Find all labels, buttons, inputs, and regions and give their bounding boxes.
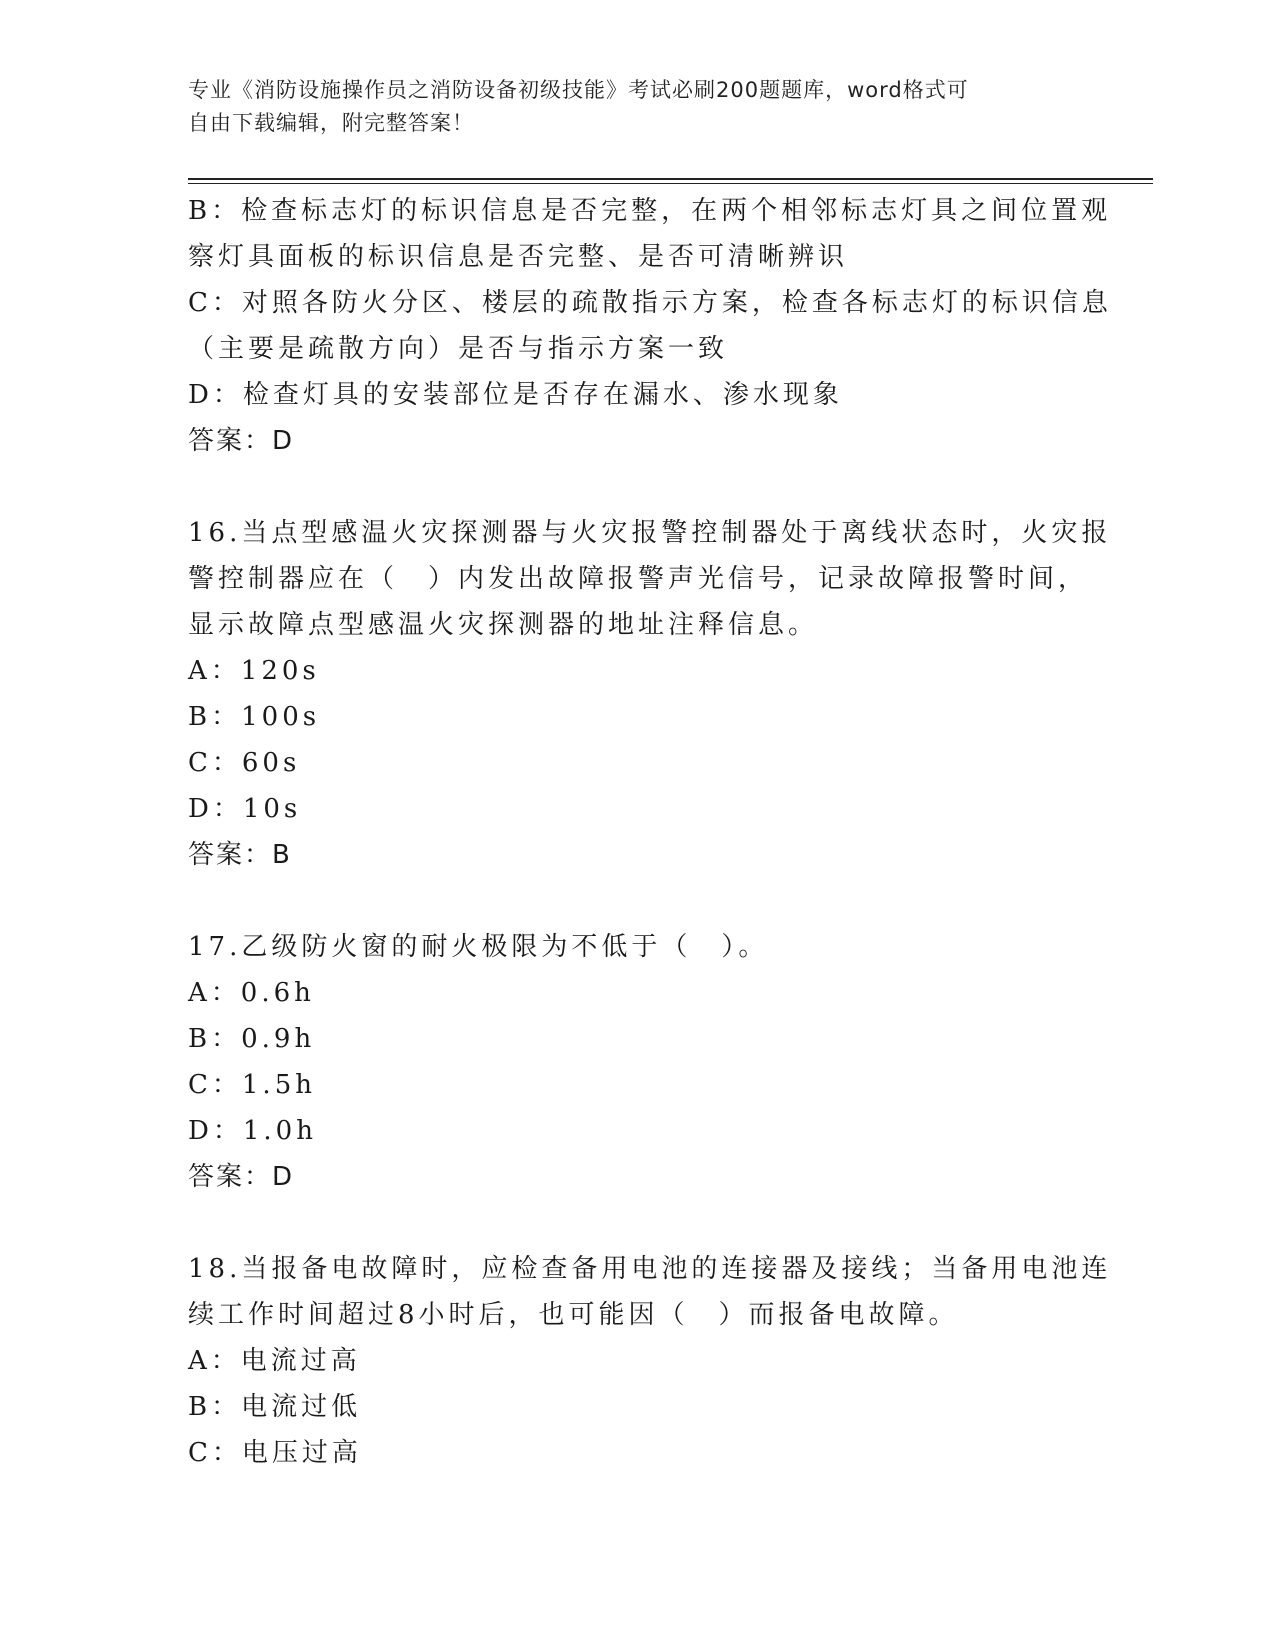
option-d: D：1.0h [188, 1116, 317, 1146]
option-b-line-1: B：检查标志灯的标识信息是否完整，在两个相邻标志灯具之间位置观 [188, 196, 1112, 226]
question-16 [188, 510, 1112, 878]
option-a: A：电流过高 [188, 1346, 361, 1376]
page-header [188, 74, 1068, 140]
header-line-1: 专业《消防设施操作员之消防设备初级技能》考试必刷200题题库，word格式可 [188, 78, 969, 102]
answer: 答案：B [188, 840, 292, 870]
spacer [188, 878, 1088, 924]
option-b-line-2: 察灯具面板的标识信息是否完整、是否可清晰辨识 [188, 242, 849, 272]
option-c: C：1.5h [188, 1070, 316, 1100]
question-15-tail [188, 188, 1112, 464]
answer: 答案：D [188, 426, 295, 456]
option-b: B：100s [188, 702, 321, 732]
header-divider-thick [188, 178, 1153, 180]
header-divider-thin [188, 183, 1153, 184]
question-stem-line-1: 18.当报备电故障时，应检查备用电池的连接器及接线；当备用电池连 [188, 1254, 1112, 1284]
option-a: A：120s [188, 656, 320, 686]
question-stem-line-2: 警控制器应在（ ）内发出故障报警声光信号，记录故障报警时间， [188, 564, 1089, 594]
question-content [188, 188, 1112, 1476]
question-18 [188, 1246, 1112, 1476]
answer: 答案：D [188, 1162, 295, 1192]
option-d: D：10s [188, 794, 302, 824]
option-c: C：电压过高 [188, 1438, 362, 1468]
spacer [188, 1200, 1088, 1246]
option-d: D：检查灯具的安装部位是否存在漏水、渗水现象 [188, 380, 843, 410]
header-line-2: 自由下载编辑，附完整答案！ [188, 111, 474, 135]
option-c-line-2: （主要是疏散方向）是否与指示方案一致 [188, 334, 729, 364]
question-stem-line-3: 显示故障点型感温火灾探测器的地址注释信息。 [188, 610, 819, 640]
spacer [188, 464, 1088, 510]
question-17 [188, 924, 1088, 1200]
option-c: C：60s [188, 748, 301, 778]
option-a: A：0.6h [188, 978, 315, 1008]
option-b: B：0.9h [188, 1024, 316, 1054]
question-stem-line-2: 续工作时间超过8小时后，也可能因（ ）而报备电故障。 [188, 1300, 959, 1330]
option-b: B：电流过低 [188, 1392, 362, 1422]
question-stem: 17.乙级防火窗的耐火极限为不低于（ ）。 [188, 932, 769, 962]
question-stem-line-1: 16.当点型感温火灾探测器与火灾报警控制器处于离线状态时，火灾报 [188, 518, 1112, 548]
option-c-line-1: C：对照各防火分区、楼层的疏散指示方案，检查各标志灯的标识信息 [188, 288, 1112, 318]
